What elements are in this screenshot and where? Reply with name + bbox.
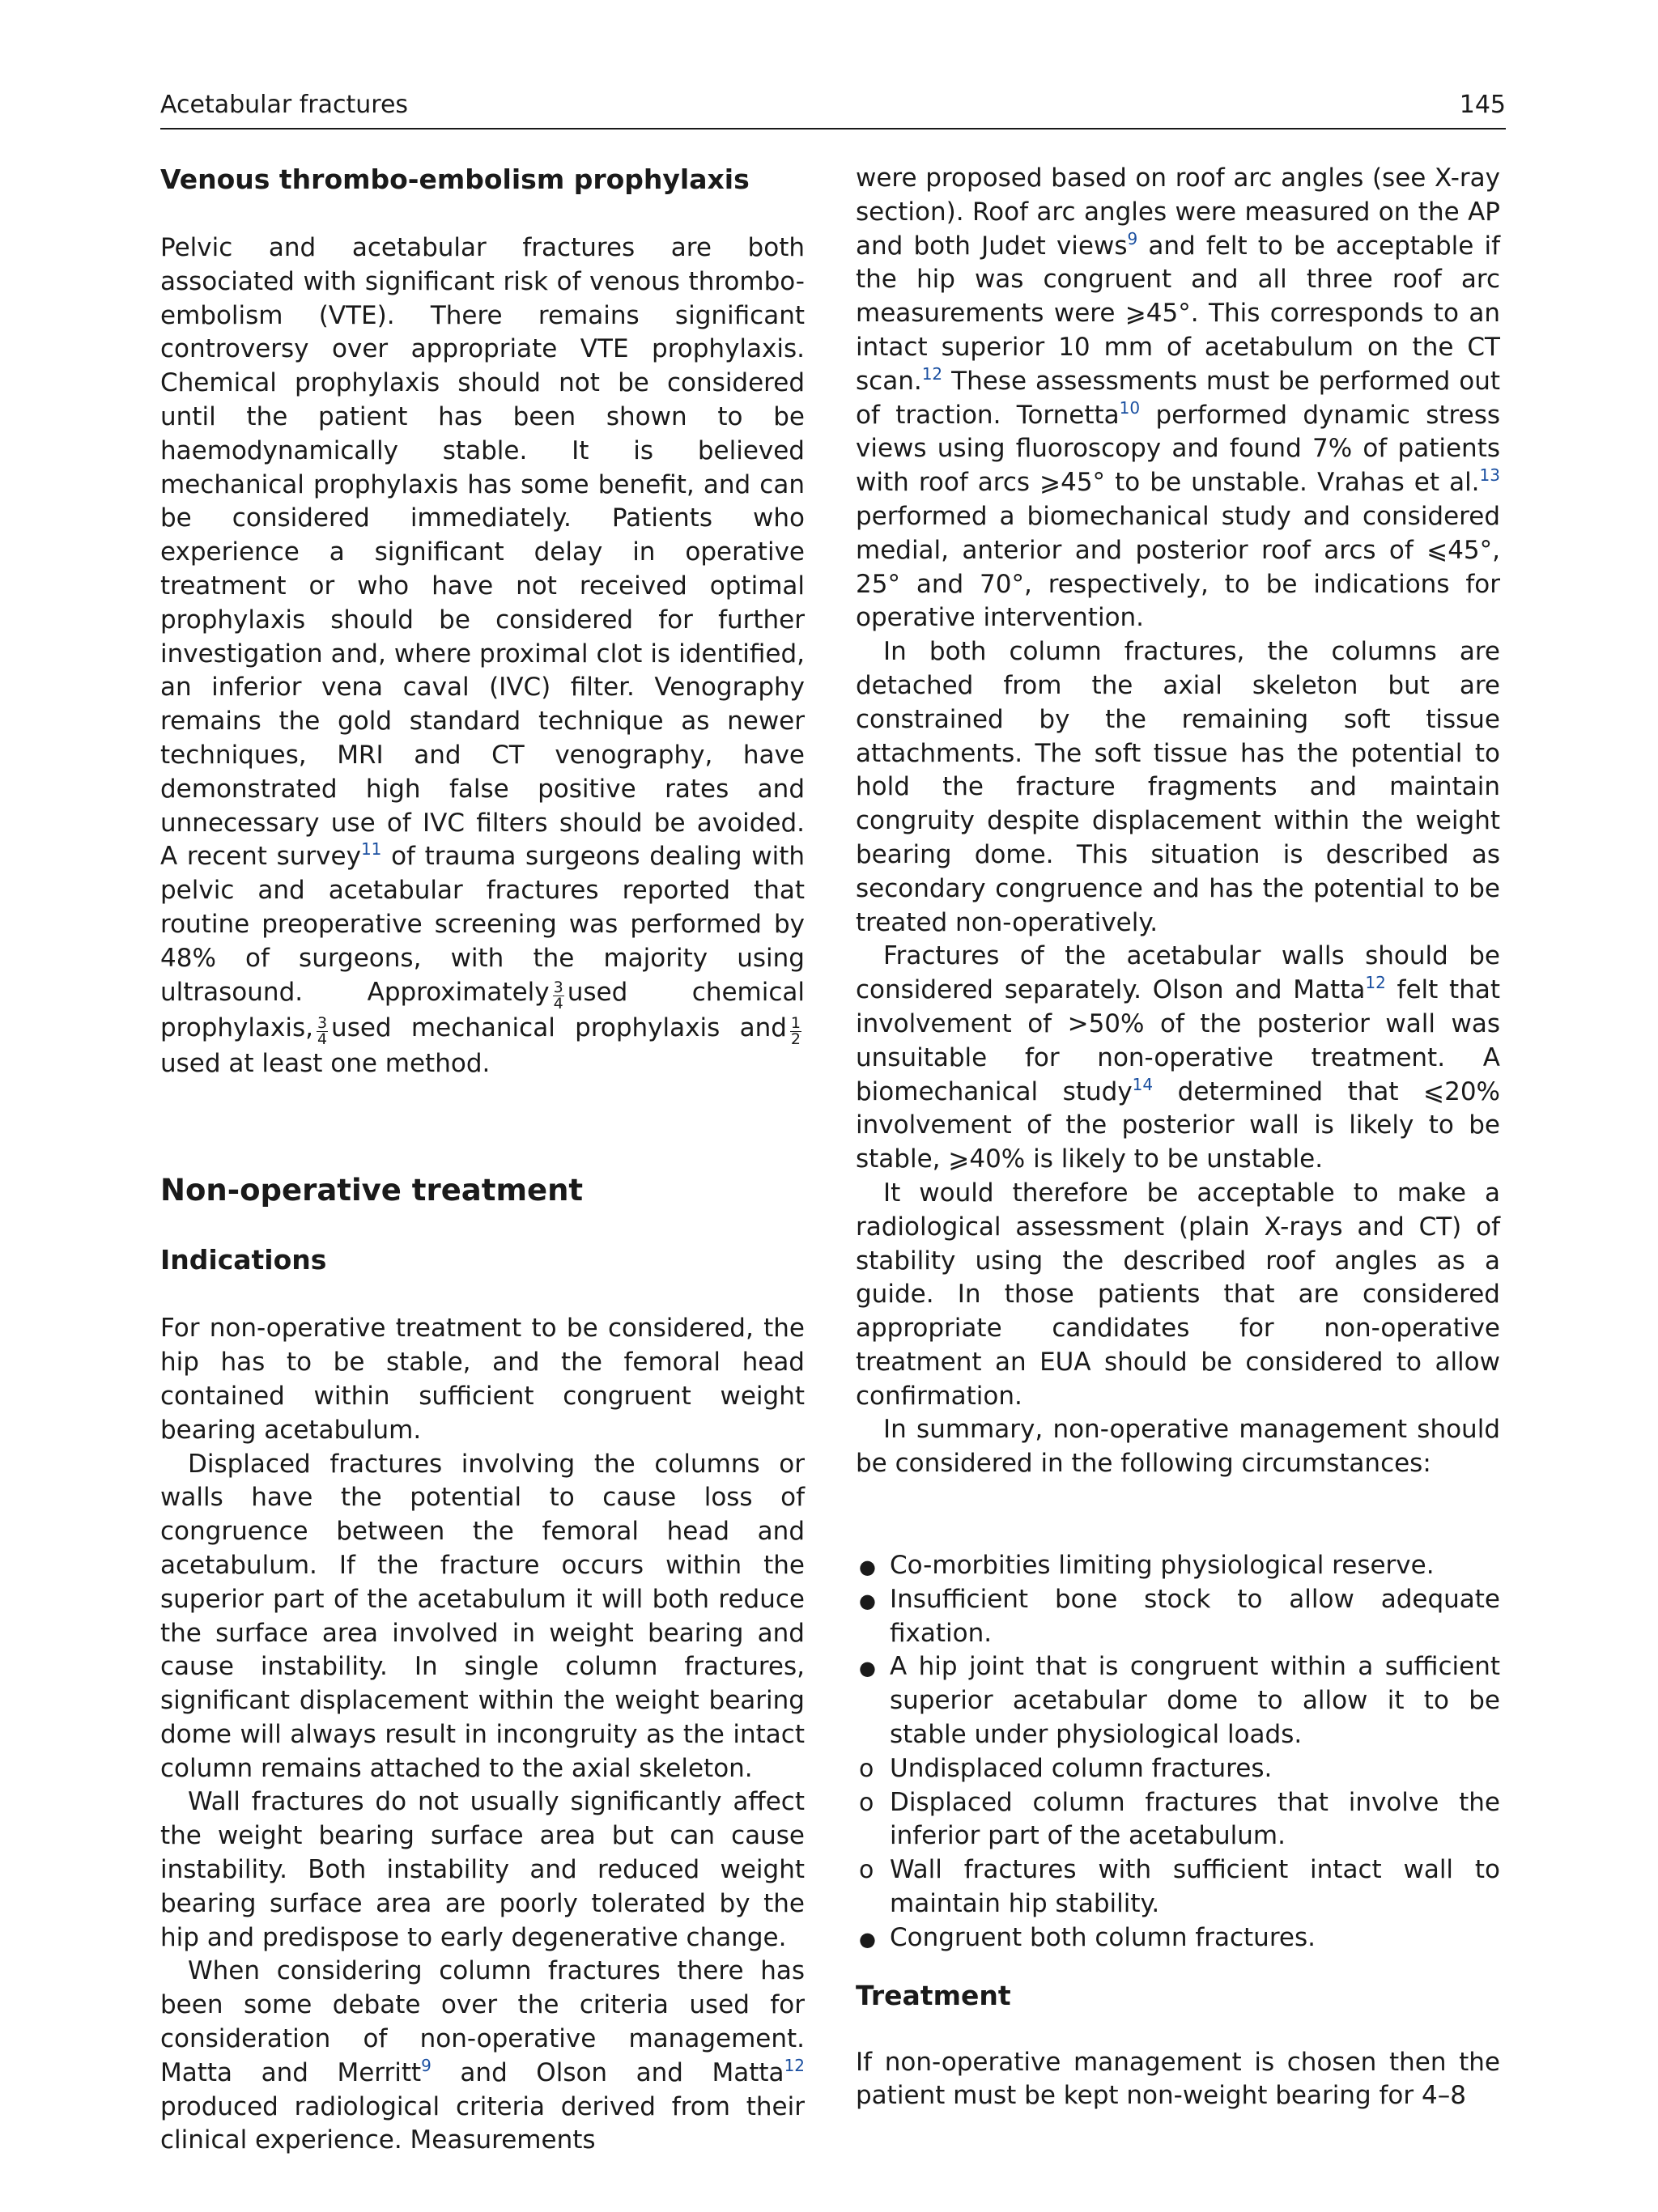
citation-link[interactable]: 12	[1365, 973, 1386, 993]
roof-arc-paragraph: were proposed based on roof arc angles (see X-ray section). Roof arc angles were measured on the AP and both Judet views$^9$ and felt to be acceptable if the hip was congruent and all three roof arc measurements were ⩾45°. This corresponds to an intact superior 10 mm of acetabulum on the CT scan.$^{12}$ These assessments must be performed out of traction. Tornetta$^{10}$ performed dynamic stress views using fluoroscopy and found 7% of patients with roof arcs ⩾45° to be unstable. Vrahas et al.$^{13}$ performed a biomechanical study and considered medial, anterior and posterior roof arcs of ⩽45°, 25° and 70°, respectively, to be indications for operative intervention.	[856, 163, 1500, 633]
citation-link[interactable]: 14	[1132, 1074, 1154, 1094]
section-heading-non-operative: Non-operative treatment	[160, 1173, 584, 1208]
treatment-paragraph: If non-operative management is chosen then the patient must be kept non-weight bearing for 4–8	[856, 2047, 1500, 2111]
citation-link[interactable]: 12	[921, 363, 943, 384]
circumstances-list	[856, 1549, 1500, 1955]
subsection-heading-treatment: Treatment	[856, 1979, 1011, 2011]
page-number: 145	[1459, 91, 1506, 119]
list-item: o Undisplaced column fractures.	[856, 1752, 1500, 1786]
bullet-dot-icon	[859, 1583, 876, 1619]
list-item: ● Insufficient bone stock to allow adequate fixation.	[856, 1583, 1500, 1651]
fraction-one-half: $\frac{1}{2}$	[790, 1013, 801, 1048]
displaced-fractures-paragraph: Displaced fractures involving the columns or walls have the potential to cause loss of congruence between the femoral head and acetabulum. If the fracture occurs within the superior part of the acetabulum it will both reduce the surface area involved in weight bearing and cause instability. In single column fractures, significant displacement within the weight bearing dome will always result in incongruity as the intact column remains attached to the axial skeleton.	[160, 1449, 805, 1783]
list-item: ● A hip joint that is congruent within a sufficient superior acetabular dome to allow it to be stable under physiological loads.	[856, 1650, 1500, 1751]
bullet-dot-icon	[859, 1549, 876, 1585]
right-column	[856, 162, 1500, 2113]
section-heading-vte: Venous thrombo-embolism prophylaxis	[160, 163, 750, 195]
citation-link[interactable]: 13	[1479, 465, 1500, 486]
fraction-three-quarters: $\frac{3}{4}$	[553, 978, 563, 1013]
bullet-circle-icon	[859, 1786, 874, 1820]
left-column	[160, 162, 805, 2158]
citation-link[interactable]: 10	[1119, 397, 1141, 418]
summary-paragraph: In summary, non-operative management should be considered in the following circumstances:	[856, 1415, 1500, 1479]
citation-link[interactable]: 9	[421, 2055, 432, 2075]
indications-paragraph: For non-operative treatment to be considered, the hip has to be stable, and the femoral head contained within sufficient congruent weight bearing acetabulum.	[160, 1314, 805, 1445]
list-item: ● Co-morbities limiting physiological reserve.	[856, 1549, 1500, 1583]
bullet-circle-icon	[859, 1752, 874, 1786]
list-item: ● Congruent both column fractures.	[856, 1921, 1500, 1955]
bullet-dot-icon	[859, 1921, 876, 1957]
acetabular-walls-paragraph: Fractures of the acetabular walls should be considered separately. Olson and Matta$^{12}$ felt that involvement of >50% of the posterior wall was unsuitable for non-operative treatment. A biomechanical study$^{14}$ determined that ⩽20% involvement of the posterior wall is likely to be stable, ⩾40% is likely to be unstable.	[856, 941, 1501, 1174]
vte-paragraph: Pelvic and acetabular fractures are both associated with significant risk of venous thrombo-embolism (VTE). There remains significant controversy over appropriate VTE prophylaxis. Chemical prophylaxis should not be considered until the patient has been shown to be haemodynamically stable. It is believed mechanical prophylaxis has some benefit, and can be considered immediately. Patients who experience a significant delay in operative treatment or who have not received optimal prophylaxis should be considered for further investigation and, where proximal clot is identified, an inferior vena caval (IVC) filter. Venography remains the gold standard technique as newer techniques, MRI and CT venography, have demonstrated high false positive rates and unnecessary use of IVC filters should be avoided. A recent survey$^{11}$ of trauma surgeons dealing with pelvic and acetabular fractures reported that routine preoperative screening was performed by 48% of surgeons, with the majority using ultrasound. Approximately $\frac{3}{4}$ used chemical prophylaxis, $\frac{3}{4}$ used mechanical prophylaxis and $\frac{1}{2}$ used at least one method.	[160, 233, 805, 1078]
fraction-three-quarters: $\frac{3}{4}$	[317, 1013, 328, 1048]
citation-link[interactable]: 12	[784, 2055, 806, 2075]
both-column-paragraph: In both column fractures, the columns are detached from the axial skeleton but are constrained by the remaining soft tissue attachments. The soft tissue has the potential to hold the fracture fragments and maintain congruity despite displacement within the weight bearing dome. This situation is described as secondary congruence and has the potential to be treated non-operatively.	[856, 637, 1500, 937]
citation-link[interactable]: 9	[1127, 228, 1138, 248]
running-header	[160, 87, 1506, 129]
column-fractures-paragraph: When considering column fractures there has been some debate over the criteria used for consideration of non-operative management. Matta and Merritt$^9$ and Olson and Matta$^{12}$ produced radiological criteria derived from their clinical experience. Measurements	[160, 1956, 806, 2155]
bullet-circle-icon	[859, 1853, 874, 1887]
wall-fractures-paragraph: Wall fractures do not usually significantly affect the weight bearing surface area but can cause instability. Both instability and reduced weight bearing surface area are poorly tolerated by the hip and predispose to early degenerative change.	[160, 1787, 805, 1952]
bullet-dot-icon	[859, 1650, 876, 1686]
running-title: Acetabular fractures	[160, 91, 409, 119]
list-item: o Wall fractures with sufficient intact wall to maintain hip stability.	[856, 1853, 1500, 1921]
list-item: o Displaced column fractures that involve the inferior part of the acetabulum.	[856, 1786, 1500, 1854]
subsection-heading-indications: Indications	[160, 1244, 327, 1276]
radiological-assessment-paragraph: It would therefore be acceptable to make a radiological assessment (plain X-rays and CT) of stability using the described roof angles as a guide. In those patients that are considered appropriate candidates for non-operative treatment an EUA should be considered to allow confirmation.	[856, 1178, 1500, 1411]
citation-link[interactable]: 11	[360, 839, 382, 860]
